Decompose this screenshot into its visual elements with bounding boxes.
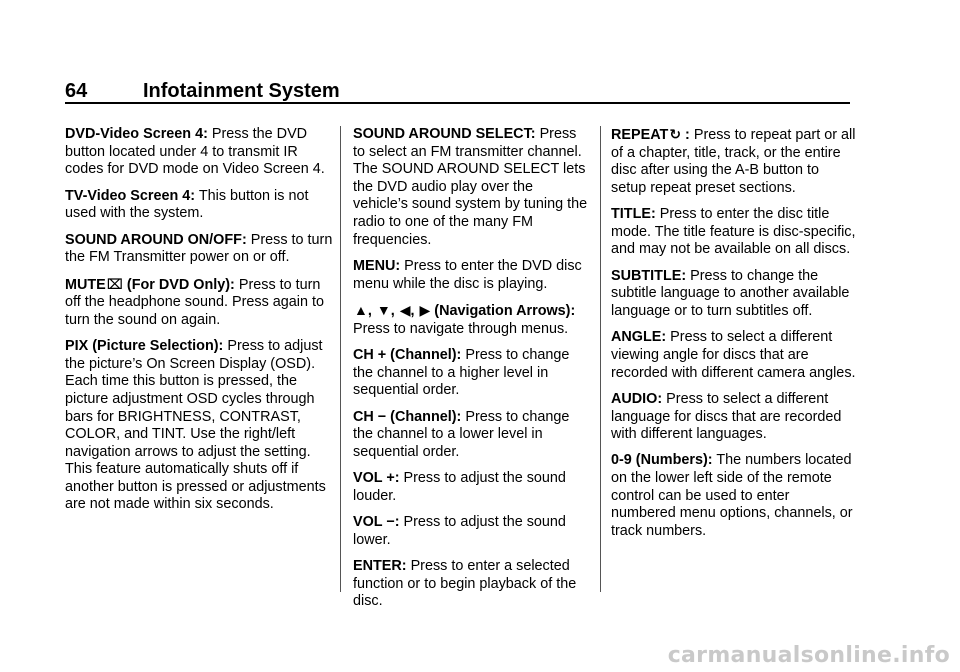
right-arrow-icon: ▶ <box>419 301 431 318</box>
entry-text: Press the DVD button located under 4 to transmit IR codes for DVD mode on Video Screen 4. <box>65 126 325 178</box>
entry-term: REPEAT <box>611 127 669 143</box>
watermark[interactable]: carmanualsonline.info <box>667 643 950 668</box>
entry-text: Press to repeat part or all of a chapter, title, track, or the entire disc after using the A-B button to setup repeat preset sections. <box>611 127 856 196</box>
repeat-icon: ↻ <box>669 126 682 142</box>
repeat-entry <box>611 126 857 197</box>
column-divider <box>600 126 601 592</box>
entry-term: SOUND AROUND SELECT: <box>353 126 536 142</box>
text-column-3 <box>611 126 857 549</box>
entry-term: ENTER: <box>353 558 407 575</box>
text-column-1 <box>65 126 333 523</box>
subtitle-entry <box>611 268 857 321</box>
entry-text: Press to adjust the sound louder. <box>353 470 566 504</box>
entry-term: MENU: <box>353 257 401 274</box>
page-number: 64 <box>65 80 88 102</box>
numbers-entry <box>611 452 857 540</box>
page-header <box>65 80 850 104</box>
entry-text: This button is not used with the system. <box>65 187 309 222</box>
pix-entry <box>65 338 333 514</box>
entry-text: Press to navigate through menus. <box>353 320 569 337</box>
vol-minus-entry <box>353 514 591 549</box>
left-arrow-icon: ◀ <box>399 301 411 318</box>
dvd-video-screen-entry <box>65 126 333 179</box>
entry-text: Press to change the channel to a lower level in sequential order. <box>353 408 570 460</box>
sound-around-select-entry <box>353 126 591 249</box>
entry-term: VOL −: <box>353 514 400 531</box>
column-divider <box>340 126 341 592</box>
down-arrow-icon: ▼ <box>376 301 391 318</box>
entry-text: Press to turn the FM Transmitter power on or off. <box>65 231 333 266</box>
entry-text: Press to adjust the sound lower. <box>353 514 566 548</box>
entry-text: Press to select a different viewing angle for discs that are recorded with different camera angles. <box>611 329 856 381</box>
entry-term: 0-9 (Numbers): <box>611 452 713 469</box>
entry-term: VOL +: <box>353 470 400 487</box>
entry-term: TV-Video Screen 4: <box>65 187 196 204</box>
entry-term: DVD-Video Screen 4: <box>65 126 208 142</box>
tv-video-screen-entry <box>65 188 333 223</box>
entry-term: SUBTITLE: <box>611 267 687 284</box>
entry-text: Press to change the subtitle language to another available language or to turn subtitles off. <box>611 267 850 319</box>
entry-term: SOUND AROUND ON/OFF: <box>65 231 247 248</box>
entry-text: Press to enter the DVD disc menu while the disc is playing. <box>353 257 582 292</box>
up-arrow-icon: ▲ <box>354 301 368 318</box>
entry-term: : <box>685 127 690 143</box>
mute-icon: ⌧ <box>106 275 123 292</box>
entry-term: CH − (Channel): <box>353 408 462 425</box>
entry-term: (Navigation Arrows): <box>434 302 576 319</box>
entry-term: PIX (Picture Selection): <box>65 338 224 355</box>
sound-around-onoff-entry <box>65 232 333 267</box>
audio-entry <box>611 391 857 444</box>
entry-text: Press to adjust the picture’s On Screen Display (OSD). Each time this button is pressed, the picture adjustment OSD cycles through bars for BRIGHTNESS, CONTRAST, COLOR, and TINT. Use the right/left navigation arrows to adjust the setting. This feature automatically shuts off if another button is pressed or adjustments are not made within six seconds. <box>65 338 326 513</box>
angle-entry <box>611 329 857 382</box>
entry-term: CH + (Channel): <box>353 346 462 363</box>
section-title: Infotainment System <box>143 80 340 102</box>
entry-term: (For DVD Only): <box>126 276 235 293</box>
entry-text: Press to enter a selected function or to begin playback of the disc. <box>353 558 577 610</box>
entry-term: TITLE: <box>611 206 656 223</box>
text-column-2 <box>353 126 591 620</box>
entry-term: MUTE <box>65 276 106 293</box>
ch-plus-entry <box>353 347 591 400</box>
ch-minus-entry <box>353 409 591 462</box>
vol-plus-entry <box>353 470 591 505</box>
entry-text: Press to select a different language for discs that are recorded with different languages. <box>611 390 842 443</box>
navigation-arrows-entry: ▲, ▼, ◀, ▶ (Navigation Arrows): Press to navigate through menus. <box>353 301 576 337</box>
entry-text: Press to turn off the headphone sound. Press again to turn the sound on again. <box>65 276 324 328</box>
entry-term: AUDIO: <box>611 390 663 407</box>
entry-term: ANGLE: <box>611 329 667 346</box>
entry-text: The numbers located on the lower left side of the remote control can be used to enter numbered menu options, channels, or track numbers. <box>611 452 853 539</box>
entry-text: Press to enter the disc title mode. The title feature is disc-specific, and may not be available on all discs. <box>611 206 856 258</box>
mute-entry <box>65 276 333 330</box>
entry-text: Press to select an FM transmitter channel. The SOUND AROUND SELECT lets the DVD audio play over the vehicle’s sound system by tuning the radio to one of the many FM frequencies. <box>353 126 588 248</box>
menu-entry <box>353 258 591 293</box>
title-entry <box>611 206 857 259</box>
enter-entry <box>353 558 591 611</box>
entry-text: Press to change the channel to a higher level in sequential order. <box>353 346 570 399</box>
